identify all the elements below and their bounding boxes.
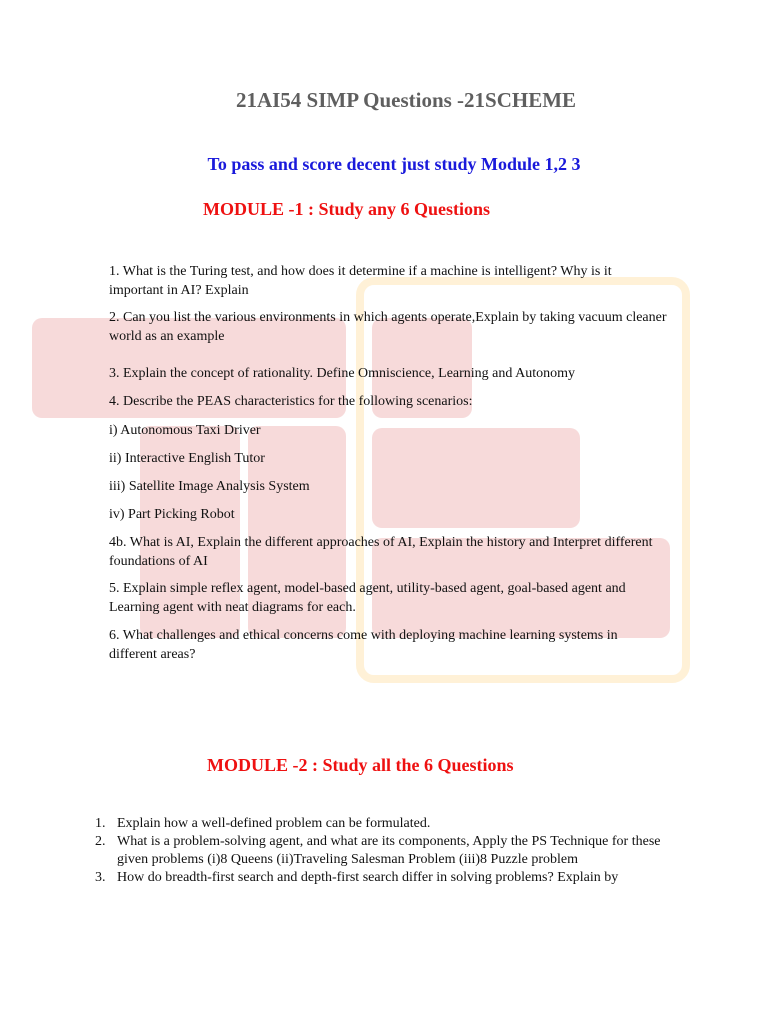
- document-title: 21AI54 SIMP Questions -21SCHEME: [235, 88, 577, 112]
- module-1-question: 4. Describe the PEAS characteristics for the following scenarios:: [109, 394, 473, 409]
- list-item-number: 1.: [95, 816, 106, 831]
- module-1-question: 3. Explain the concept of rationality. Define Omniscience, Learning and Autonomy: [109, 366, 576, 381]
- list-item-text: How do breadth-first search and depth-first search differ in solving problems? Explain by: [117, 870, 619, 885]
- module-1-question: 5. Explain simple reflex agent, model-based agent, utility-based agent, goal-based agent and Learning agent with neat diagrams for each.: [109, 581, 626, 615]
- module-1-question: 6. What challenges and ethical concerns come with deploying machine learning systems in different areas?: [109, 628, 618, 662]
- list-item: [95, 833, 685, 869]
- module-1-question: 1. What is the Turing test, and how does it determine if a machine is intelligent? Why is it important in AI? Explain: [109, 264, 612, 298]
- module-1-sub-item: i) Autonomous Taxi Driver: [109, 423, 261, 438]
- module-1-sub-item: iv) Part Picking Robot: [109, 507, 235, 522]
- list-item-number: 3.: [95, 870, 106, 885]
- module-1-question: 4b. What is AI, Explain the different approaches of AI, Explain the history and Interpret different foundations of AI: [109, 535, 653, 569]
- module-2-question-list: [95, 815, 685, 887]
- module-1-sub-item: iii) Satellite Image Analysis System: [109, 479, 310, 494]
- module-1-question: 2. Can you list the various environments in which agents operate,Explain by taking vacuum cleaner world as an example: [109, 310, 667, 344]
- list-item: [95, 869, 685, 887]
- document-subtitle: To pass and score decent just study Module 1,2 3: [207, 154, 581, 174]
- module-2-heading: MODULE -2 : Study all the 6 Questions: [207, 755, 514, 775]
- module-1-heading: MODULE -1 : Study any 6 Questions: [203, 199, 491, 219]
- list-item: [95, 815, 685, 833]
- list-item-number: 2.: [95, 834, 106, 849]
- list-item-text: Explain how a well-defined problem can be formulated.: [117, 816, 431, 831]
- module-1-sub-item: ii) Interactive English Tutor: [109, 451, 265, 466]
- list-item-text: What is a problem-solving agent, and what are its components, Apply the PS Technique for these given problems (i)8 Queens (ii)Traveling Salesman Problem (iii)8 Puzzle problem: [117, 834, 661, 867]
